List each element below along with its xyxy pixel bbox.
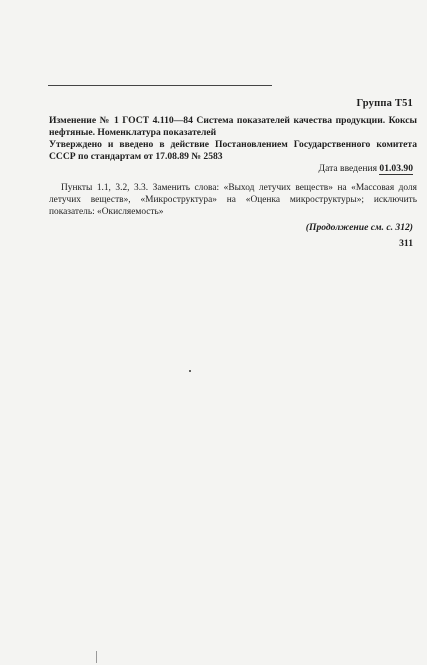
approval-statement: Утверждено и введено в действие Постановлением Государственного комитета СССР по стандартам от 17.08.89 № 2583 — [49, 139, 417, 162]
effective-date-label: Дата введения — [318, 163, 378, 174]
scan-edge-mark — [96, 651, 97, 663]
amendment-body: Пункты 1.1, 3.2, 3.3. Заменить слова: «Выход летучих веществ» на «Массовая доля летучих веществ», «Микроструктура» на «Оценка микроструктуры»; исключить показатель: «Окисляемость» — [49, 183, 417, 217]
continued-note: (Продолжение см. с. 312) — [305, 222, 413, 233]
page-number: 311 — [399, 238, 413, 249]
group-code: Группа Т51 — [356, 98, 413, 109]
effective-date-value: 01.03.90 — [379, 163, 413, 174]
top-divider — [48, 85, 272, 86]
scan-speck — [189, 370, 191, 372]
effective-date — [319, 163, 413, 174]
amendment-heading: Изменение № 1 ГОСТ 4.110—84 Система показателей качества продукции. Коксы нефтяные. Номенклатура показателей — [49, 115, 417, 138]
